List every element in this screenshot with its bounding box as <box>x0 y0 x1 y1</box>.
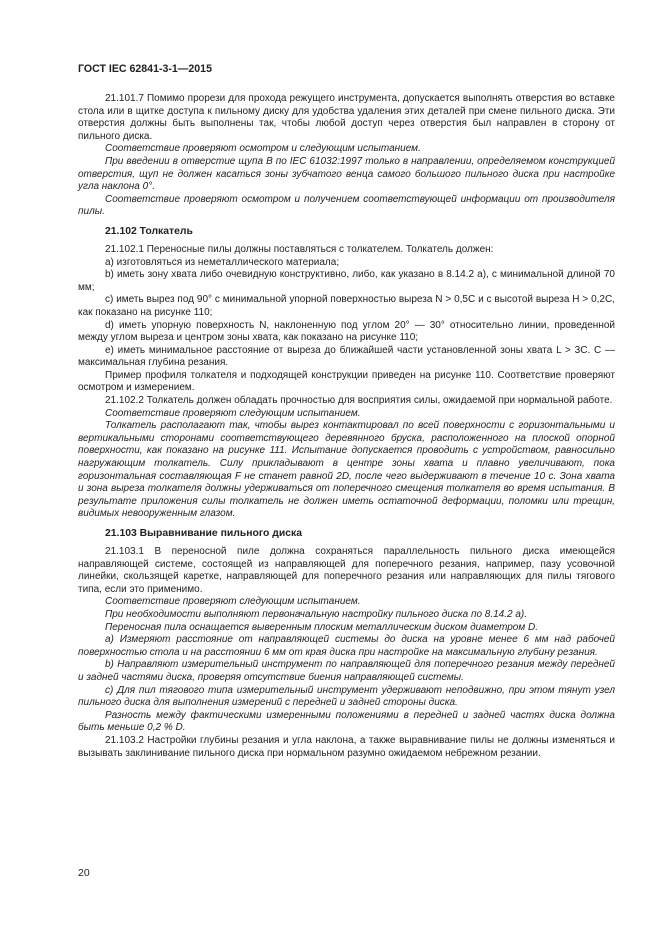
list-item-c: c) иметь вырез под 90° с минимальной упорной поверхностью выреза N > 0,5C и с высотой выреза H > 0,2C, как показано на рисунке 110; <box>78 294 615 318</box>
test-procedure: Переносная пила оснащается выверенным плоским металлическим диском диаметром D. <box>105 621 538 633</box>
test-step-a: а) Измеряют расстояние от направляющей системы до диска на уровне менее 6 мм над рабочей поверхностью стола и на расстоянии 6 мм от края диска при настройке на максимальную глубину резания. <box>78 634 615 658</box>
paragraph-21-101-7: 21.101.7 Помимо прорези для прохода режущего инструмента, допускается выполнять отверстия во вставке стола или в щитке доступа к пильному диску для удобства удаления этих деталей при смене пильного диска. Эти отверстия должны быть выполнены так, чтобы любой доступ через отверстия был направлен в сторону от пильного диска. <box>78 93 615 142</box>
compliance-note: Соответствие проверяют осмотром и получением соответствующей информации от производителя пилы. <box>78 193 615 218</box>
test-procedure: Толкатель располагают так, чтобы вырез контактировал по всей поверхности с горизонтальными и вертикальными сторонами соответствующего деревянного бруска, расположенного на плоской опорной поверхности, как показано на рисунке 111. Испытание допускается проводить с устройством, равносильно нагружающим толкатель. Силу прикладывают в центре зоны хвата и плавно увеличивают, пока горизонтальная составляющая F не станет равной 2D, после чего выдерживают в течение 10 с. Зона хвата и зона выреза толкателя должны удерживаться от поперечного смещения толкателя во время испытания. В результате приложения силы толкатель не должен иметь остаточной деформации, поломки или трещин, видимых невооруженным глазом. <box>78 420 615 520</box>
test-step-b: b) Направляют измерительный инструмент по направляющей для поперечного резания между передней и задней частями диска, проверяя отсутствие биения направляющей системы. <box>78 659 615 683</box>
section-heading-21-102: 21.102 Толкатель <box>105 225 193 237</box>
list-item-b: b) иметь зону хвата либо очевидную конструктивно, либо, как указано в 8.14.2 а), с минимальной длиной 70 мм; <box>78 269 615 293</box>
test-criterion: Разность между фактическими измеренными положениями в передней и задней частях диска должна быть меньше 0,2 % D. <box>78 709 615 734</box>
test-step-c: c) Для пил тягового типа измерительный инструмент удерживают неподвижно, при этом тянут узел пильного диска для выполнения измерений с передней и задней стороны диска. <box>78 684 615 709</box>
document-header: ГОСТ IEC 62841-3-1—2015 <box>78 63 212 75</box>
paragraph-example: Пример профиля толкателя и подходящей конструкции приведен на рисунке 110. Соответствие проверяют осмотром и измерением. <box>78 369 615 394</box>
compliance-note: Соответствие проверяют следующим испытанием. <box>105 407 361 419</box>
paragraph-21-102-2: 21.102.2 Толкатель должен обладать прочностью для восприятия силы, ожидаемой при нормальной работе. <box>105 395 613 407</box>
compliance-note: Соответствие проверяют осмотром и следующим испытанием. <box>105 143 421 155</box>
test-procedure: При введении в отверстие щупа В по IEC 61032:1997 только в направлении, определяемом конструкцией отверстия, щуп не должен касаться зоны зубчатого венца самого большого пильного диска при настройке угла наклона 0°. <box>78 155 615 193</box>
paragraph-21-103-1: 21.103.1 В переносной пиле должна сохраняться параллельность пильного диска имеющейся направляющей системе, состоящей из направляющей для поперечного резания, например, пазу усовочной линейки, скользящей каретке, направляющей для поперечного резания или направляющих для пилы тягового типа, если это применимо. <box>78 546 615 595</box>
paragraph-21-102-1: 21.102.1 Переносные пилы должны поставляться с толкателем. Толкатель должен: <box>105 243 494 255</box>
list-item-e: e) иметь минимальное расстояние от выреза до ближайшей части установленной зоны хвата L > 3C. C — максимальная глубина резания. <box>78 344 615 369</box>
test-procedure: При необходимости выполняют первоначальную настройку пильного диска по 8.14.2 а). <box>105 608 528 620</box>
paragraph-21-103-2: 21.103.2 Настройки глубины резания и угла наклона, а также выравнивание пилы не должны изменяться и вызывать заклинивание пильного диска при нормальном разумно ожидаемом небрежном резании. <box>78 734 615 759</box>
compliance-note: Соответствие проверяют следующим испытанием. <box>105 596 361 608</box>
list-item-a: a) изготовляться из неметаллического материала; <box>105 256 340 268</box>
document-body <box>78 93 615 760</box>
page-number: 20 <box>78 867 90 879</box>
list-item-d: d) иметь упорную поверхность N, наклоненную под углом 20° — 30° относительно линии, проведенной между углом выреза и центром зоны хвата, как показано на рисунке 110; <box>78 319 615 344</box>
section-heading-21-103: 21.103 Выравнивание пильного диска <box>105 528 303 539</box>
